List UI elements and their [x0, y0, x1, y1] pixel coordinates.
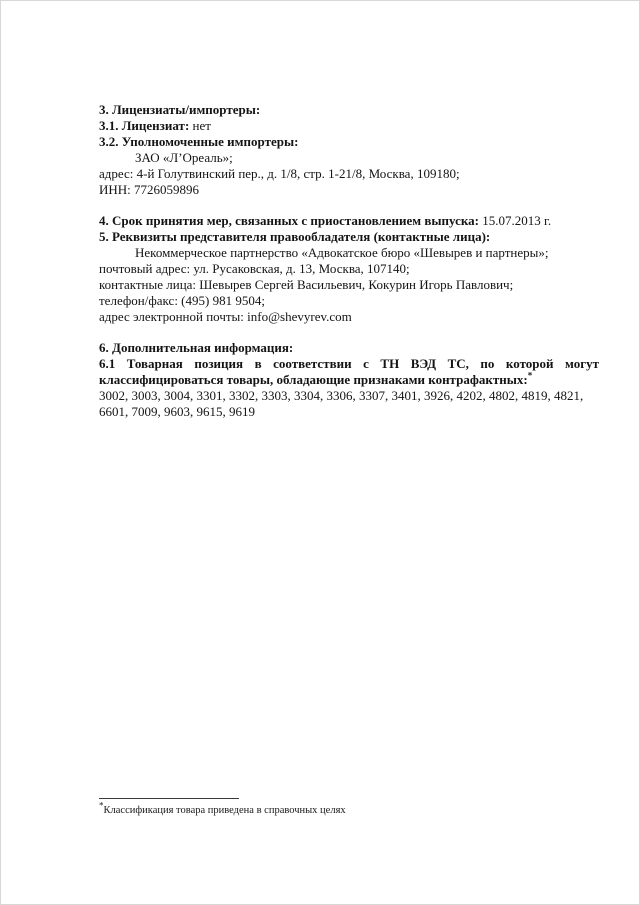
representative-postal-line: почтовый адрес: ул. Русаковская, д. 13, Москва, 107140; [99, 261, 410, 276]
section-3-heading-text: 3. Лицензиаты/импортеры: [99, 102, 261, 117]
representative-contacts-line: контактные лица: Шевырев Сергей Васильевич, Кокурин Игорь Павлович; [99, 277, 514, 292]
section-5-block [99, 245, 599, 325]
section-6-1-heading [99, 356, 599, 388]
section-3-2-heading [99, 134, 599, 150]
section-6-1-footnote-marker: * [527, 370, 533, 381]
section-4-value: 15.07.2013 г. [479, 213, 552, 228]
representative-name-line: Некоммерческое партнерство «Адвокатское бюро «Шевырев и партнеры»; [135, 245, 549, 260]
representative-phone-line: телефон/факс: (495) 981 9504; [99, 293, 265, 308]
section-6-heading-text: 6. Дополнительная информация: [99, 340, 294, 355]
section-6-heading [99, 340, 599, 356]
importer-inn-line: ИНН: 7726059896 [99, 182, 200, 197]
section-3-2-heading-text: 3.2. Уполномоченные импортеры: [99, 134, 299, 149]
section-3-1-line [99, 118, 599, 134]
footnote-divider [99, 798, 239, 799]
section-4-label: 4. Срок принятия мер, связанных с приостановлением выпуска: [99, 213, 479, 228]
document-body [99, 102, 599, 420]
section-3-1-label: 3.1. Лицензиат: [99, 118, 190, 133]
representative-email-line: адрес электронной почты: info@shevyrev.com [99, 309, 352, 324]
section-6-1-heading-text: 6.1 Товарная позиция в соответствии с ТН ВЭД ТС, по которой могут классифицироваться товары, обладающие признаками контрафактных: [99, 356, 599, 387]
footnote [99, 798, 559, 817]
footnote-marker: * [99, 800, 104, 811]
section-4-line [99, 213, 599, 229]
footnote-text: Классификация товара приведена в справочных целях [103, 805, 346, 816]
importer-name-line: ЗАО «Л’Ореаль»; [135, 150, 233, 165]
footnote-text-line [99, 800, 559, 817]
hs-codes-line: 3002, 3003, 3004, 3301, 3302, 3303, 3304, 3306, 3307, 3401, 3926, 4202, 4802, 4819, 4821, 6601, 7009, 9603, 9615, 9619 [99, 388, 584, 419]
section-5-heading [99, 229, 599, 245]
section-3-2-block [99, 150, 599, 198]
section-5-heading-text: 5. Реквизиты представителя правообладателя (контактные лица): [99, 229, 491, 244]
section-3-heading [99, 102, 599, 118]
importer-address-line: адрес: 4-й Голутвинский пер., д. 1/8, стр. 1-21/8, Москва, 109180; [99, 166, 460, 181]
section-3-1-value: нет [189, 118, 211, 133]
